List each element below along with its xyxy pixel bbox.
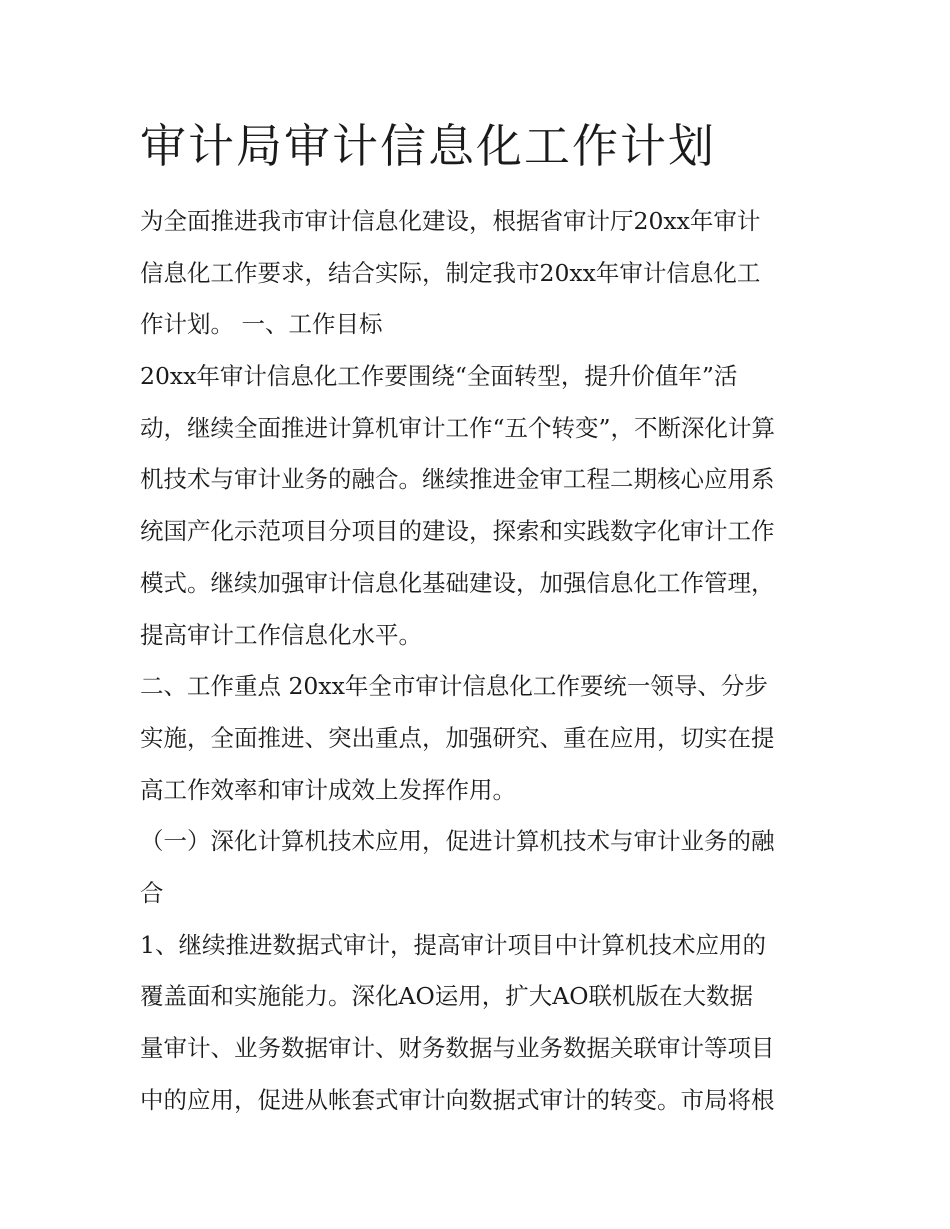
document-title: 审计局审计信息化工作计划 bbox=[140, 119, 716, 173]
body-line: 20xx年审计信息化工作要围绕“全面转型，提升价值年”活 bbox=[140, 362, 738, 391]
body-line: 信息化工作要求，结合实际，制定我市20xx年审计信息化工 bbox=[140, 258, 761, 287]
body-line: （一）深化计算机技术应用，促进计算机技术与审计业务的融 bbox=[140, 827, 775, 856]
body-line: 量审计、业务数据审计、财务数据与业务数据关联审计等项目 bbox=[140, 1034, 775, 1062]
body-line: 为全面推进我市审计信息化建设，根据省审计厅20xx年审计 bbox=[140, 207, 761, 235]
body-line: 统国产化示范项目分项目的建设，探索和实践数字化审计工作 bbox=[140, 517, 775, 546]
body-line: 中的应用，促进从帐套式审计向数据式审计的转变。市局将根 bbox=[140, 1085, 775, 1114]
body-line: 作计划。 一、工作目标 bbox=[140, 310, 383, 339]
body-line: 机技术与审计业务的融合。继续推进金审工程二期核心应用系 bbox=[140, 465, 775, 494]
body-line: 高工作效率和审计成效上发挥作用。 bbox=[140, 775, 516, 804]
body-line: 动，继续全面推进计算机审计工作“五个转变”，不断深化计算 bbox=[140, 413, 776, 442]
body-line: 合 bbox=[140, 878, 164, 907]
body-line: 提高审计工作信息化水平。 bbox=[140, 620, 422, 649]
body-line: 实施，全面推进、突出重点，加强研究、重在应用，切实在提 bbox=[140, 723, 775, 752]
body-line: 覆盖面和实施能力。深化AO运用，扩大AO联机版在大数据 bbox=[140, 982, 753, 1011]
document-body bbox=[140, 196, 815, 1126]
body-line: 1、继续推进数据式审计，提高审计项目中计算机技术应用的 bbox=[140, 930, 766, 959]
body-line: 二、工作重点 20xx年全市审计信息化工作要统一领导、分步 bbox=[140, 672, 768, 701]
body-line: 模式。继续加强审计信息化基础建设，加强信息化工作管理， bbox=[140, 568, 775, 597]
